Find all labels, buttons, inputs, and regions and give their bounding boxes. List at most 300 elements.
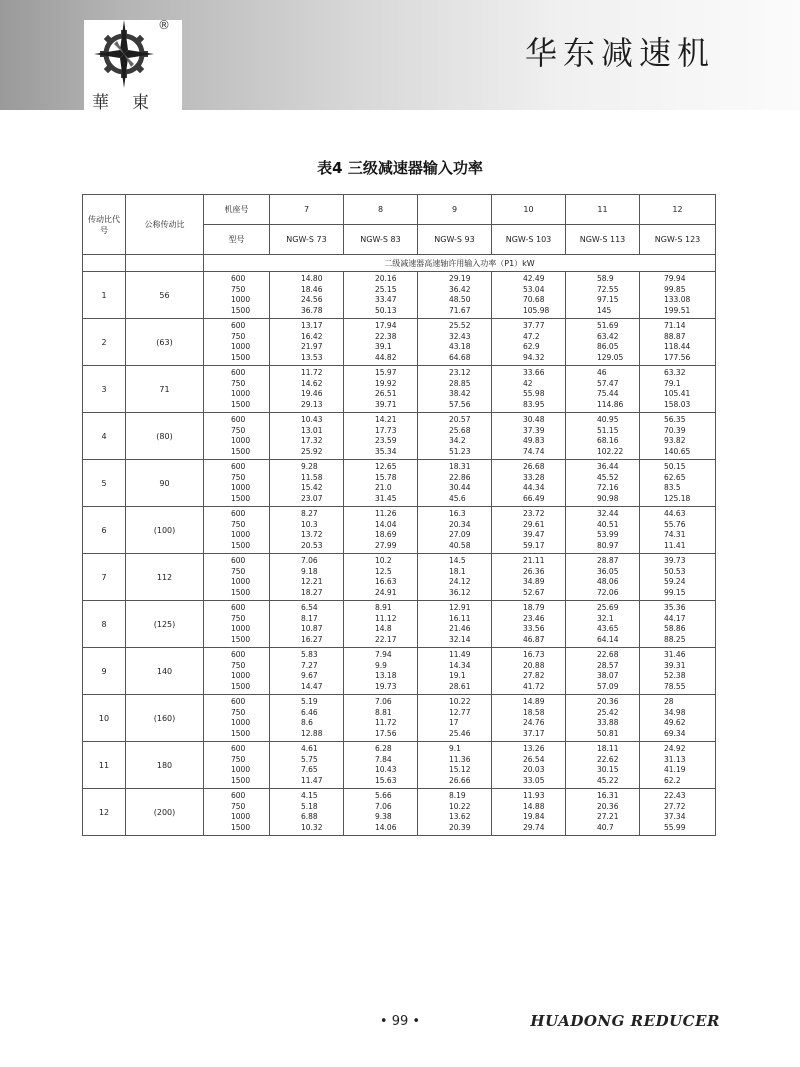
power-value: 90.98 bbox=[597, 493, 619, 503]
nominal-ratio-cell: (160) bbox=[126, 695, 204, 742]
power-value: 50.81 bbox=[597, 728, 619, 738]
power-value: 9.28 bbox=[301, 462, 318, 471]
frame-header-row bbox=[83, 195, 716, 225]
power-value: 11.41 bbox=[664, 540, 686, 550]
power-value: 25.15 bbox=[375, 284, 397, 294]
speed-value: 1500 bbox=[231, 493, 251, 503]
power-cell bbox=[344, 460, 418, 507]
power-value: 18.58 bbox=[523, 707, 545, 717]
power-value: 70.68 bbox=[523, 295, 545, 305]
power-cell bbox=[418, 460, 492, 507]
speed-value: 600 bbox=[231, 556, 246, 565]
power-value: 57.47 bbox=[597, 378, 619, 388]
power-value: 72.06 bbox=[597, 587, 619, 597]
power-value: 19.1 bbox=[449, 671, 466, 681]
power-value: 99.85 bbox=[664, 284, 686, 294]
speed-value: 1500 bbox=[231, 305, 251, 315]
power-value: 19.73 bbox=[375, 681, 397, 691]
power-value: 8.6 bbox=[301, 718, 313, 728]
power-value: 83.5 bbox=[664, 483, 681, 493]
power-value: 29.61 bbox=[523, 519, 545, 529]
speed-value: 750 bbox=[231, 613, 246, 623]
speed-cell bbox=[204, 695, 270, 742]
power-cell bbox=[270, 460, 344, 507]
power-value: 26.36 bbox=[523, 566, 545, 576]
power-value: 42.49 bbox=[523, 274, 545, 283]
power-cell bbox=[492, 413, 566, 460]
power-cell bbox=[640, 601, 716, 648]
power-cell bbox=[566, 554, 640, 601]
page-header bbox=[0, 0, 800, 113]
power-value: 34.98 bbox=[664, 707, 686, 717]
power-value: 45.22 bbox=[597, 775, 619, 785]
power-value: 31.13 bbox=[664, 754, 686, 764]
power-value: 4.15 bbox=[301, 791, 318, 800]
nominal-ratio-cell: (63) bbox=[126, 319, 204, 366]
power-cell bbox=[640, 366, 716, 413]
power-value: 15.97 bbox=[375, 368, 397, 377]
power-value: 18.69 bbox=[375, 530, 397, 540]
speed-value: 600 bbox=[231, 744, 246, 753]
ratio-code-cell: 1 bbox=[83, 272, 126, 319]
power-value: 38.07 bbox=[597, 671, 619, 681]
power-value: 12.77 bbox=[449, 707, 471, 717]
power-value: 46 bbox=[597, 368, 607, 377]
power-value: 58.9 bbox=[597, 274, 614, 283]
power-cell bbox=[566, 789, 640, 836]
model-cell: NGW-S 83 bbox=[344, 225, 418, 255]
power-value: 22.68 bbox=[597, 650, 619, 659]
power-value: 20.88 bbox=[523, 660, 545, 670]
speed-value: 1500 bbox=[231, 728, 251, 738]
power-value: 10.2 bbox=[375, 556, 392, 565]
logo-char-hua: 華 bbox=[92, 93, 109, 113]
power-value: 57.09 bbox=[597, 681, 619, 691]
power-value: 24.91 bbox=[375, 587, 397, 597]
power-value: 16.31 bbox=[597, 791, 619, 800]
power-value: 18.1 bbox=[449, 566, 466, 576]
power-value: 16.27 bbox=[301, 634, 323, 644]
power-cell bbox=[418, 648, 492, 695]
power-value: 56.35 bbox=[664, 415, 686, 424]
power-value: 6.46 bbox=[301, 707, 318, 717]
power-value: 35.34 bbox=[375, 446, 397, 456]
power-value: 16.11 bbox=[449, 613, 471, 623]
speed-value: 1500 bbox=[231, 446, 251, 456]
power-value: 75.44 bbox=[597, 389, 619, 399]
power-value: 33.05 bbox=[523, 775, 545, 785]
power-value: 51.23 bbox=[449, 446, 471, 456]
model-cell: NGW-S 73 bbox=[270, 225, 344, 255]
power-cell bbox=[566, 648, 640, 695]
power-value: 14.88 bbox=[523, 801, 545, 811]
power-value: 36.12 bbox=[449, 587, 471, 597]
power-value: 30.48 bbox=[523, 415, 545, 424]
power-cell bbox=[492, 601, 566, 648]
power-value: 70.39 bbox=[664, 425, 686, 435]
power-value: 21.46 bbox=[449, 624, 471, 634]
power-value: 51.69 bbox=[597, 321, 619, 330]
power-cell bbox=[270, 507, 344, 554]
table-row bbox=[83, 319, 716, 366]
power-value: 74.31 bbox=[664, 530, 686, 540]
power-value: 80.97 bbox=[597, 540, 619, 550]
model-cell: NGW-S 93 bbox=[418, 225, 492, 255]
power-value: 13.17 bbox=[301, 321, 323, 330]
power-value: 7.65 bbox=[301, 765, 318, 775]
power-value: 114.86 bbox=[597, 399, 624, 409]
power-value: 14.47 bbox=[301, 681, 323, 691]
power-value: 40.51 bbox=[597, 519, 619, 529]
power-value: 7.06 bbox=[375, 801, 392, 811]
frame-cell: 9 bbox=[418, 195, 492, 225]
power-value: 26.51 bbox=[375, 389, 397, 399]
speed-value: 750 bbox=[231, 472, 246, 482]
speed-value: 600 bbox=[231, 509, 246, 518]
power-value: 44.82 bbox=[375, 352, 397, 362]
power-value: 55.76 bbox=[664, 519, 686, 529]
power-value: 17.73 bbox=[375, 425, 397, 435]
power-value: 39.47 bbox=[523, 530, 545, 540]
power-value: 9.9 bbox=[375, 660, 387, 670]
power-value: 125.18 bbox=[664, 493, 691, 503]
ratio-code-cell: 8 bbox=[83, 601, 126, 648]
power-value: 45.52 bbox=[597, 472, 619, 482]
speed-value: 750 bbox=[231, 331, 246, 341]
power-cell bbox=[344, 272, 418, 319]
power-value: 97.15 bbox=[597, 295, 619, 305]
power-value: 10.3 bbox=[301, 519, 318, 529]
speed-value: 1500 bbox=[231, 822, 251, 832]
power-value: 72.16 bbox=[597, 483, 619, 493]
nominal-ratio-cell: 56 bbox=[126, 272, 204, 319]
speed-value: 750 bbox=[231, 378, 246, 388]
power-value: 12.5 bbox=[375, 566, 392, 576]
frame-cell: 7 bbox=[270, 195, 344, 225]
power-cell bbox=[344, 366, 418, 413]
power-value: 32.44 bbox=[597, 509, 619, 518]
power-value: 31.45 bbox=[375, 493, 397, 503]
power-value: 33.28 bbox=[523, 472, 545, 482]
power-value: 158.03 bbox=[664, 399, 691, 409]
power-value: 18.27 bbox=[301, 587, 323, 597]
power-value: 15.78 bbox=[375, 472, 397, 482]
power-value: 25.52 bbox=[449, 321, 471, 330]
power-value: 49.83 bbox=[523, 436, 545, 446]
power-value: 105.98 bbox=[523, 305, 550, 315]
power-cell bbox=[270, 554, 344, 601]
ratio-code-cell: 9 bbox=[83, 648, 126, 695]
power-value: 177.56 bbox=[664, 352, 691, 362]
power-value: 9.38 bbox=[375, 812, 392, 822]
power-value: 44.17 bbox=[664, 613, 686, 623]
power-cell bbox=[566, 366, 640, 413]
power-cell bbox=[492, 695, 566, 742]
power-value: 12.21 bbox=[301, 577, 323, 587]
speed-value: 1000 bbox=[231, 483, 251, 493]
power-value: 14.80 bbox=[301, 274, 323, 283]
power-value: 13.26 bbox=[523, 744, 545, 753]
power-value: 16.63 bbox=[375, 577, 397, 587]
power-value: 16.3 bbox=[449, 509, 466, 518]
power-value: 15.42 bbox=[301, 483, 323, 493]
speed-value: 1000 bbox=[231, 389, 251, 399]
power-cell bbox=[418, 272, 492, 319]
model-cell: NGW-S 103 bbox=[492, 225, 566, 255]
speed-value: 750 bbox=[231, 566, 246, 576]
power-value: 23.12 bbox=[449, 368, 471, 377]
power-value: 43.65 bbox=[597, 624, 619, 634]
speed-value: 1000 bbox=[231, 342, 251, 352]
power-value: 15.12 bbox=[449, 765, 471, 775]
power-cell bbox=[640, 554, 716, 601]
power-value: 5.75 bbox=[301, 754, 318, 764]
power-value: 6.88 bbox=[301, 812, 318, 822]
power-value: 63.32 bbox=[664, 368, 686, 377]
power-cell bbox=[566, 272, 640, 319]
power-value: 25.42 bbox=[597, 707, 619, 717]
power-value: 11.47 bbox=[301, 775, 323, 785]
power-value: 118.44 bbox=[664, 342, 691, 352]
power-value: 68.16 bbox=[597, 436, 619, 446]
power-value: 42 bbox=[523, 378, 533, 388]
speed-value: 1000 bbox=[231, 624, 251, 634]
power-value: 19.92 bbox=[375, 378, 397, 388]
power-value: 20.34 bbox=[449, 519, 471, 529]
power-value: 140.65 bbox=[664, 446, 691, 456]
power-value: 71.67 bbox=[449, 305, 471, 315]
power-value: 22.17 bbox=[375, 634, 397, 644]
nominal-ratio-cell: (100) bbox=[126, 507, 204, 554]
speed-cell bbox=[204, 648, 270, 695]
power-value: 24.76 bbox=[523, 718, 545, 728]
power-value: 4.61 bbox=[301, 744, 318, 753]
power-value: 9.67 bbox=[301, 671, 318, 681]
power-value: 16.73 bbox=[523, 650, 545, 659]
power-value: 46.87 bbox=[523, 634, 545, 644]
power-value: 50.13 bbox=[375, 305, 397, 315]
table-row bbox=[83, 413, 716, 460]
power-value: 29.13 bbox=[301, 399, 323, 409]
power-value: 14.21 bbox=[375, 415, 397, 424]
power-cell bbox=[640, 319, 716, 366]
power-value: 36.78 bbox=[301, 305, 323, 315]
power-cell bbox=[492, 554, 566, 601]
power-cell bbox=[418, 742, 492, 789]
power-cell bbox=[640, 272, 716, 319]
power-cell bbox=[492, 460, 566, 507]
power-cell bbox=[344, 413, 418, 460]
power-cell bbox=[492, 507, 566, 554]
power-value: 36.44 bbox=[597, 462, 619, 471]
speed-value: 600 bbox=[231, 415, 246, 424]
speed-cell bbox=[204, 507, 270, 554]
power-cell bbox=[418, 789, 492, 836]
power-value: 20.03 bbox=[523, 765, 545, 775]
power-value: 25.46 bbox=[449, 728, 471, 738]
power-cell bbox=[270, 413, 344, 460]
power-value: 29.19 bbox=[449, 274, 471, 283]
table-row bbox=[83, 695, 716, 742]
power-value: 26.54 bbox=[523, 754, 545, 764]
table-row bbox=[83, 366, 716, 413]
power-value: 27.72 bbox=[664, 801, 686, 811]
power-value: 53.99 bbox=[597, 530, 619, 540]
power-value: 25.69 bbox=[597, 603, 619, 612]
power-cell bbox=[640, 742, 716, 789]
power-value: 50.53 bbox=[664, 566, 686, 576]
power-cell bbox=[270, 695, 344, 742]
power-value: 15.63 bbox=[375, 775, 397, 785]
power-cell bbox=[418, 413, 492, 460]
power-cell bbox=[344, 601, 418, 648]
power-value: 14.5 bbox=[449, 556, 466, 565]
power-value: 33.47 bbox=[375, 295, 397, 305]
table-subheader: 二级减速器高速轴许用输入功率（P1）kW bbox=[204, 255, 716, 272]
power-value: 23.07 bbox=[301, 493, 323, 503]
power-cell bbox=[344, 507, 418, 554]
power-cell bbox=[344, 554, 418, 601]
power-value: 34.2 bbox=[449, 436, 466, 446]
speed-value: 1000 bbox=[231, 436, 251, 446]
ratio-code-cell: 7 bbox=[83, 554, 126, 601]
power-value: 145 bbox=[597, 305, 612, 315]
power-cell bbox=[270, 789, 344, 836]
speed-cell bbox=[204, 413, 270, 460]
power-value: 50.15 bbox=[664, 462, 686, 471]
speed-value: 1500 bbox=[231, 775, 251, 785]
power-value: 22.38 bbox=[375, 331, 397, 341]
ratio-code-header: 传动比代号 bbox=[83, 195, 126, 255]
power-cell bbox=[492, 272, 566, 319]
power-cell bbox=[640, 507, 716, 554]
power-value: 43.18 bbox=[449, 342, 471, 352]
power-value: 83.95 bbox=[523, 399, 545, 409]
power-value: 64.14 bbox=[597, 634, 619, 644]
power-value: 31.46 bbox=[664, 650, 686, 659]
power-value: 44.63 bbox=[664, 509, 686, 518]
power-value: 13.72 bbox=[301, 530, 323, 540]
power-value: 17.32 bbox=[301, 436, 323, 446]
power-value: 11.26 bbox=[375, 509, 397, 518]
power-value: 20.57 bbox=[449, 415, 471, 424]
power-cell bbox=[566, 601, 640, 648]
power-value: 5.66 bbox=[375, 791, 392, 800]
power-value: 86.05 bbox=[597, 342, 619, 352]
power-value: 28.57 bbox=[597, 660, 619, 670]
ratio-code-cell: 11 bbox=[83, 742, 126, 789]
power-value: 37.77 bbox=[523, 321, 545, 330]
power-value: 18.31 bbox=[449, 462, 471, 471]
power-value: 30.44 bbox=[449, 483, 471, 493]
power-value: 7.94 bbox=[375, 650, 392, 659]
power-value: 11.93 bbox=[523, 791, 545, 800]
power-value: 40.95 bbox=[597, 415, 619, 424]
power-value: 10.22 bbox=[449, 697, 471, 706]
power-value: 5.19 bbox=[301, 697, 318, 706]
power-value: 11.58 bbox=[301, 472, 323, 482]
speed-value: 1500 bbox=[231, 681, 251, 691]
power-value: 28.85 bbox=[449, 378, 471, 388]
speed-value: 600 bbox=[231, 697, 246, 706]
speed-value: 600 bbox=[231, 791, 246, 800]
power-value: 19.46 bbox=[301, 389, 323, 399]
power-value: 24.12 bbox=[449, 577, 471, 587]
table-row bbox=[83, 272, 716, 319]
power-value: 26.68 bbox=[523, 462, 545, 471]
power-value: 20.36 bbox=[597, 801, 619, 811]
speed-value: 600 bbox=[231, 321, 246, 330]
power-value: 6.54 bbox=[301, 603, 318, 612]
power-value: 10.43 bbox=[375, 765, 397, 775]
power-cell bbox=[418, 554, 492, 601]
power-value: 40.7 bbox=[597, 822, 614, 832]
power-value: 14.89 bbox=[523, 697, 545, 706]
subheader-row bbox=[83, 255, 716, 272]
power-cell bbox=[640, 648, 716, 695]
power-cell bbox=[418, 601, 492, 648]
power-value: 18.11 bbox=[597, 744, 619, 753]
power-value: 13.53 bbox=[301, 352, 323, 362]
power-value: 12.91 bbox=[449, 603, 471, 612]
power-cell bbox=[566, 507, 640, 554]
power-value: 102.22 bbox=[597, 446, 624, 456]
ratio-code-cell: 5 bbox=[83, 460, 126, 507]
power-value: 48.06 bbox=[597, 577, 619, 587]
power-value: 34.89 bbox=[523, 577, 545, 587]
power-value: 59.17 bbox=[523, 540, 545, 550]
ratio-code-cell: 12 bbox=[83, 789, 126, 836]
power-cell bbox=[344, 319, 418, 366]
power-value: 28.87 bbox=[597, 556, 619, 565]
nominal-ratio-cell: (80) bbox=[126, 413, 204, 460]
table-row bbox=[83, 460, 716, 507]
power-value: 20.53 bbox=[301, 540, 323, 550]
power-value: 55.99 bbox=[664, 822, 686, 832]
power-value: 32.43 bbox=[449, 331, 471, 341]
power-cell bbox=[640, 695, 716, 742]
power-value: 30.15 bbox=[597, 765, 619, 775]
power-cell bbox=[566, 413, 640, 460]
power-value: 41.72 bbox=[523, 681, 545, 691]
speed-value: 1500 bbox=[231, 634, 251, 644]
power-table bbox=[82, 194, 716, 836]
power-value: 79.94 bbox=[664, 274, 686, 283]
power-value: 13.18 bbox=[375, 671, 397, 681]
power-value: 47.2 bbox=[523, 331, 540, 341]
power-value: 13.01 bbox=[301, 425, 323, 435]
power-value: 40.58 bbox=[449, 540, 471, 550]
power-value: 62.2 bbox=[664, 775, 681, 785]
registered-mark: ® bbox=[158, 18, 170, 32]
power-cell bbox=[492, 319, 566, 366]
power-value: 39.73 bbox=[664, 556, 686, 565]
power-value: 26.66 bbox=[449, 775, 471, 785]
power-value: 10.22 bbox=[449, 801, 471, 811]
power-value: 21.97 bbox=[301, 342, 323, 352]
power-cell bbox=[270, 366, 344, 413]
power-value: 20.39 bbox=[449, 822, 471, 832]
power-value: 33.56 bbox=[523, 624, 545, 634]
power-value: 72.55 bbox=[597, 284, 619, 294]
power-value: 17.94 bbox=[375, 321, 397, 330]
power-value: 6.28 bbox=[375, 744, 392, 753]
power-cell bbox=[566, 742, 640, 789]
frame-label: 机座号 bbox=[204, 195, 270, 225]
logo-char-dong: 東 bbox=[132, 93, 149, 113]
power-value: 5.18 bbox=[301, 801, 318, 811]
power-value: 41.19 bbox=[664, 765, 686, 775]
